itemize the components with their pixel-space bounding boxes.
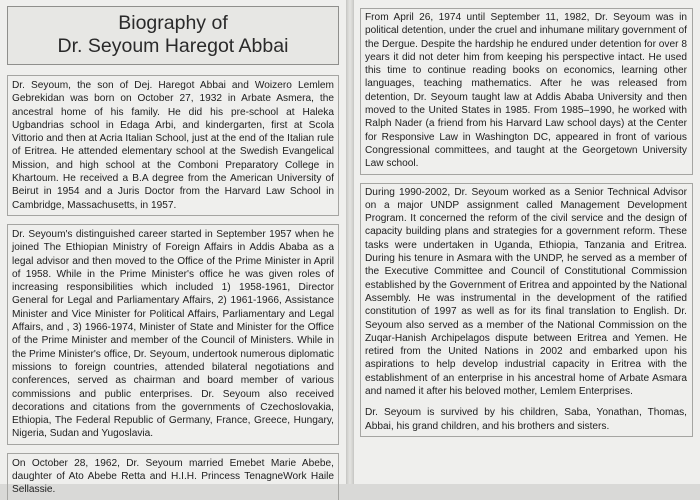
marriage-paragraph: On October 28, 1962, Dr. Seyoum married Emebet Marie Abebe, daughter of Ato Abebe Retta and H.I.H. Princess TenagneWork Haile Sellassie. <box>12 457 334 496</box>
undp-box <box>360 183 693 437</box>
title-line-1: Biography of <box>118 12 228 34</box>
left-page <box>0 0 347 496</box>
undp-paragraph: During 1990-2002, Dr. Seyoum worked as a Senior Technical Advisor on a major UNDP assignment called Management Development Program. It concerned the reform of the civil service and the design of capacity building plans and strategies for a government reform. These tasks were undertaken in Uganda, Ethiopia, Tanzania and Eritrea. During his tenure in Asmara with the UNDP, he served as a member of the Executive Committee and Council of Constitutional Commission established by the Government of Eritrea and appointed by the National Assembly. He was instrumental in the development of the ratified constitution of 1997 as well as for its final translation to English. Dr. Seyoum also served as a member of the National Commission on the Zuqar-Hanish Archipelagos dispute between Eritrea and Yemen. He retired from the United Nations in 2002 and embarked upon his aspirations to help develop industrial capacity in Eritrea with the establishment of an enterprise in his ancestral home of Arbate Asmara and named it after his beloved mother, Lemlem Enterprises. <box>365 186 687 398</box>
survived-by-paragraph: Dr. Seyoum is survived by his children, Saba, Yonathan, Thomas, Abbai, his grand children, and his brothers and sisters. <box>365 407 687 432</box>
title-box <box>7 6 339 65</box>
paragraph-gap <box>365 398 687 406</box>
right-page <box>353 0 700 484</box>
title-line-2: Dr. Seyoum Haregot Abbai <box>57 35 289 57</box>
early-life-box <box>7 75 339 216</box>
career-box <box>7 224 339 445</box>
career-paragraph: Dr. Seyoum's distinguished career started in September 1957 when he joined The Ethiopian Ministry of Foreign Affairs in Addis Ababa as a legal advisor and then moved to the Office of the Prime Minister in April of 1958. While in the Prime Minister's office he was given roles of increasing responsibilities which included 1) 1958-1961, Director General for Legal and Parliamentary Affairs, 2) 1961-1966, Assistance Minister and Vice Minister for Political Affairs, Parliamentary and Legal Affairs, and , 3) 1966-1974, Minister of State and Minister for the Office of the Prime Minister and member of the Council of Ministers. While in the Prime Minister's office, Dr. Seyoum, undertook numerous diplomatic missions to foreign countries, attended bilateral negotiations and conferences, served as chairman and board member of various commissions and public enterprises. Dr. Seyoum also received decorations and citations from the governments of Czechoslovakia, Ethiopia, The Federal Republic of Germany, France, Greece, Hungary, Nigeria, Sudan and Yugoslavia. <box>12 228 334 440</box>
detention-paragraph: From April 26, 1974 until September 11, 1982, Dr. Seyoum was in political detention, under the cruel and inhumane military government of the Dergue. Despite the hardship he endured under detention for over 8 years it did not deter him from keeping his perspective intact. He used this time to continue reading books on economics, learning other languages, teaching mathematics. After he was released from detention, Dr. Seyoum taught law at Addis Ababa University and then moved to the United States in 1985. From 1985–1990, he worked with Ralph Nader (a friend from his Harvard Law school days) at the Center for Responsive Law in Washington DC, appeared in front of various Congressional committees, and taught at the Georgetown University Law school. <box>365 12 687 170</box>
detention-box <box>360 8 693 175</box>
marriage-box <box>7 453 339 500</box>
early-life-paragraph: Dr. Seyoum, the son of Dej. Haregot Abbai and Woizero Lemlem Gebrekidan was born on October 27, 1932 in Arbate Asmera, the ancestral home of his family. He did his pre-school at Haleka Ugbandrias school in Edaga Arbi, and kindergarten, first at Scola Vittorio and then at Acria Italian School, just at the end of the Italian rule of Eritrea. He attended elementary school at the Swedish Evangelical Mission, and high school at the Comboni Preparatory College in Khartoum. He received a B.A degree from the American University of Beirut in 1954 and a Juris Doctor from the Harvard Law School in Cambridge, Massachusetts, in 1957. <box>12 80 334 211</box>
